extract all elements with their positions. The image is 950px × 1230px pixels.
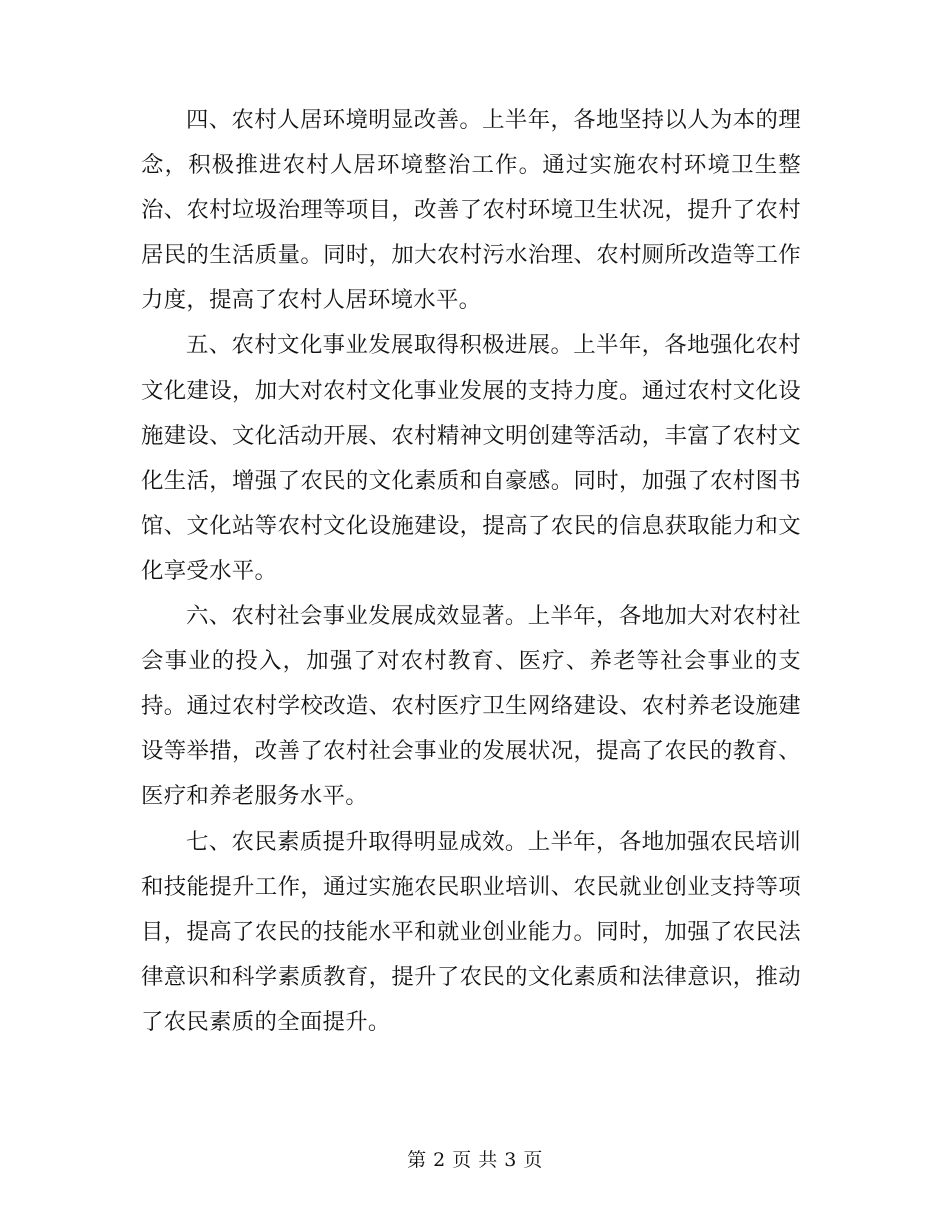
document-body [141, 98, 801, 1045]
paragraph-rural-social-affairs: 六、农村社会事业发展成效显著。上半年，各地加大对农村社会事业的投入，加强了对农村教育、医疗、养老等社会事业的支持。通过农村学校改造、农村医疗卫生网络建设、农村养老设施建设等举措，改善了农村社会事业的发展状况，提高了农民的教育、医疗和养老服务水平。 [141, 603, 801, 810]
paragraph-farmer-quality: 七、农民素质提升取得明显成效。上半年，各地加强农民培训和技能提升工作，通过实施农民职业培训、农民就业创业支持等项目，提高了农民的技能水平和就业创业能力。同时，加强了农民法律意识和科学素质教育，提升了农民的文化素质和法律意识，推动了农民素质的全面提升。 [141, 828, 801, 1035]
page-number-footer: 第 2 页 共 3 页 [407, 1149, 543, 1171]
paragraph-rural-living-environment: 四、农村人居环境明显改善。上半年，各地坚持以人为本的理念，积极推进农村人居环境整治工作。通过实施农村环境卫生整治、农村垃圾治理等项目，改善了农村环境卫生状况，提升了农村居民的生活质量。同时，加大农村污水治理、农村厕所改造等工作力度，提高了农村人居环境水平。 [141, 107, 801, 314]
paragraph-rural-culture: 五、农村文化事业发展取得积极进展。上半年，各地强化农村文化建设，加大对农村文化事业发展的支持力度。通过农村文化设施建设、文化活动开展、农村精神文明创建等活动，丰富了农村文化生活，增强了农民的文化素质和自豪感。同时，加强了农村图书馆、文化站等农村文化设施建设，提高了农民的信息获取能力和文化享受水平。 [141, 332, 801, 584]
